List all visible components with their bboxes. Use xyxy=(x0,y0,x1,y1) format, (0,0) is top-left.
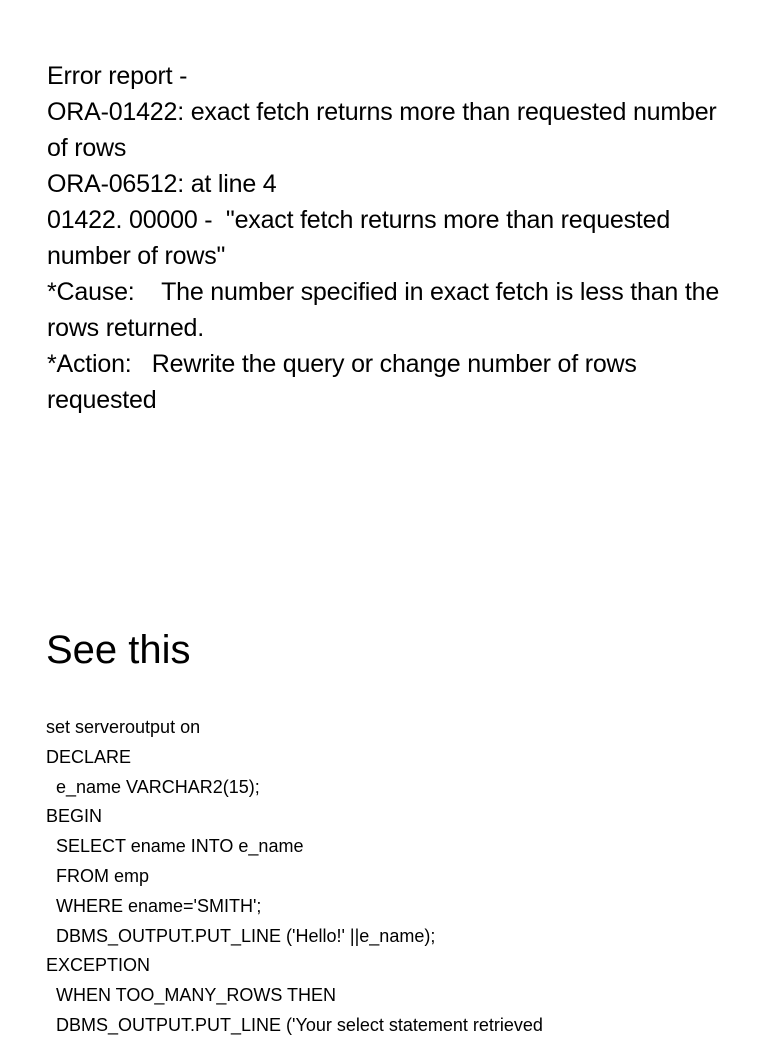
code-line: DECLARE xyxy=(46,746,132,767)
code-line: BEGIN xyxy=(46,806,103,827)
code-line: EXCEPTION xyxy=(46,955,151,976)
error-line-cause: *Cause: The number specified in exact fetch is less than the rows returned. xyxy=(47,278,726,342)
code-line: e_name VARCHAR2(15); xyxy=(46,776,260,797)
code-line: FROM emp xyxy=(46,865,150,886)
code-line: DBMS_OUTPUT.PUT_LINE ('Your select statement retrieved xyxy=(46,1014,543,1035)
error-line-action: *Action: Rewrite the query or change number of rows requested xyxy=(47,350,644,414)
error-line-ora-01422: ORA-01422: exact fetch returns more than requested number of rows xyxy=(47,98,724,162)
code-line: WHEN TOO_MANY_ROWS THEN xyxy=(46,985,337,1006)
code-line: DBMS_OUTPUT.PUT_LINE ('Hello!' ||e_name); xyxy=(46,925,436,946)
error-report xyxy=(47,58,737,418)
code-listing xyxy=(46,713,746,1041)
code-line: SELECT ename INTO e_name xyxy=(46,836,304,857)
section-heading: See this xyxy=(46,628,191,672)
error-line-ora-06512: ORA-06512: at line 4 xyxy=(47,170,277,198)
code-line: WHERE ename='SMITH'; xyxy=(46,895,262,916)
code-line: set serveroutput on xyxy=(46,717,201,737)
error-line-code-message: 01422. 00000 - "exact fetch returns more than requested number of rows" xyxy=(47,206,677,270)
error-report-title: Error report - xyxy=(47,62,188,90)
